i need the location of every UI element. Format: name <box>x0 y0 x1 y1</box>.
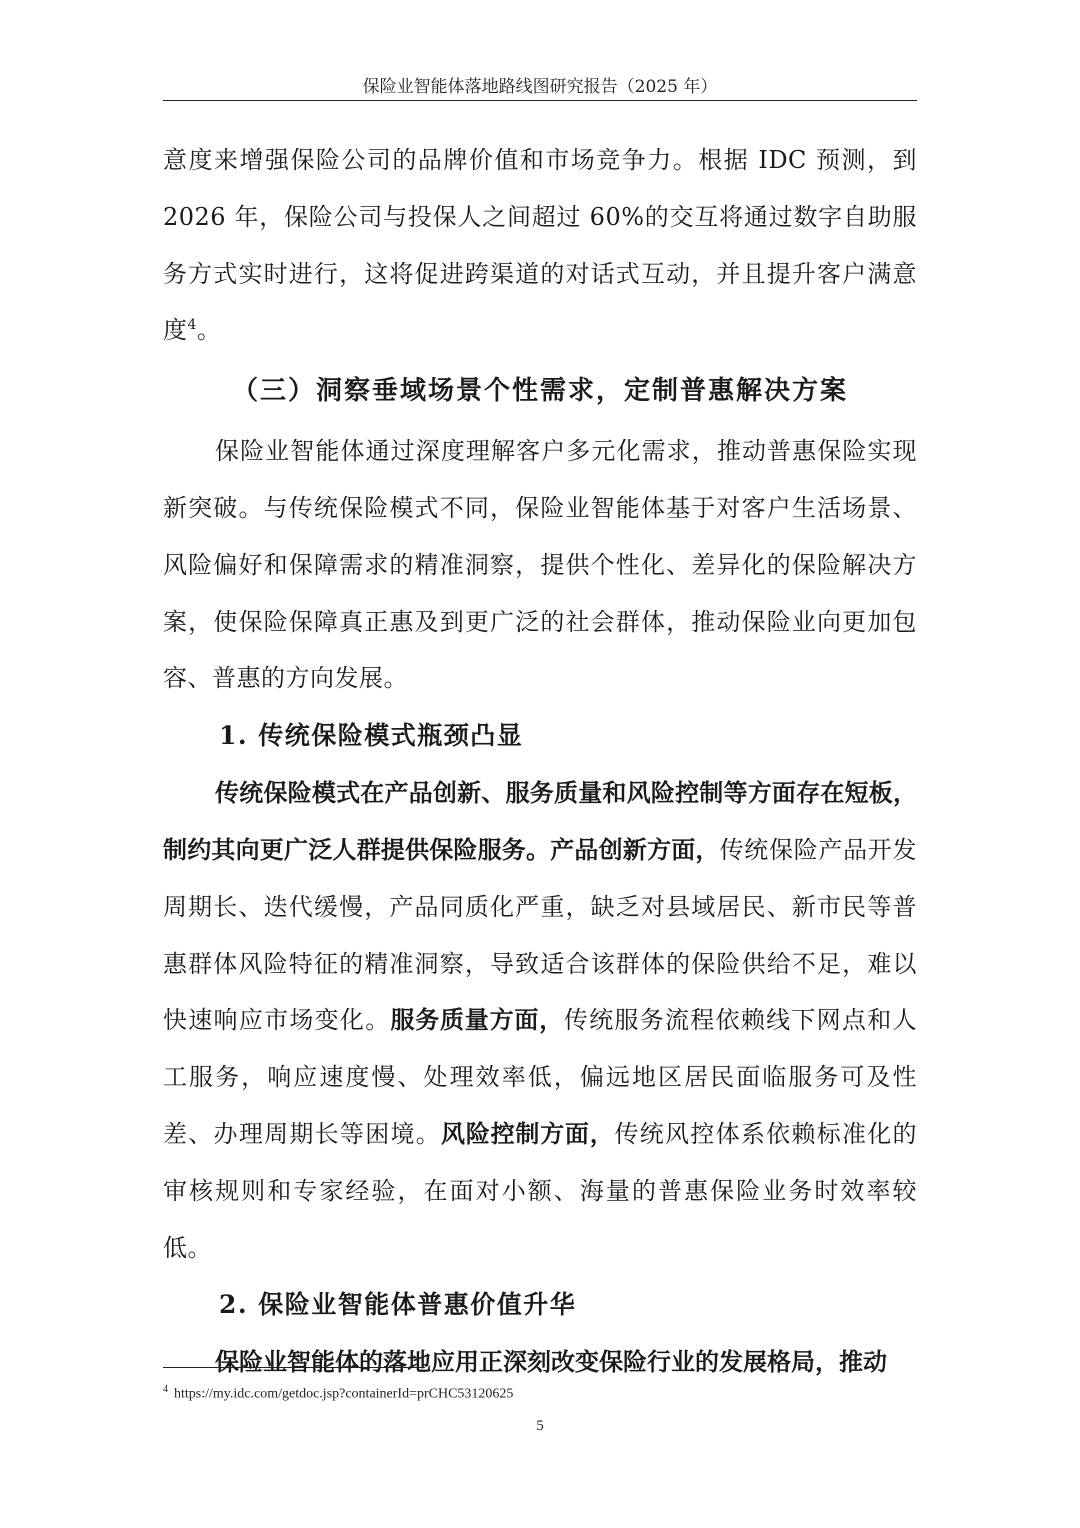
footnote-divider <box>163 1367 425 1368</box>
bold-topic-service: 服务质量方面， <box>390 1006 564 1035</box>
text-service: 传统服务流程依赖线下网点和人工服务，响应速度慢、处理效率低，偏远地区居民面临服务可及性差、办理周期长等困境。 <box>163 1006 918 1148</box>
paragraph-continued <box>163 132 917 359</box>
subsection-heading-2: 2. 保险业智能体普惠价值升华 <box>219 1290 577 1320</box>
footnote-mark: 4 <box>163 1384 168 1395</box>
paragraph-intro: 保险业智能体通过深度理解客户多元化需求，推动普惠保险实现新突破。与传统保险模式不同，保险业智能体基于对客户生活场景、风险偏好和保障需求的精准洞察，提供个性化、差异化的保险解决方案，使保险保障真正惠及到更广泛的社会群体，推动保险业向更加包容、普惠的方向发展。 <box>163 437 917 693</box>
footnote-reference[interactable]: 4 <box>187 317 197 334</box>
paragraph-bottlenecks <box>163 765 917 1276</box>
bold-topic-risk: 风险控制方面， <box>441 1119 615 1148</box>
footnote-link[interactable]: https://my.idc.com/getdoc.jsp?containerId=prCHC53120625 <box>174 1386 514 1402</box>
paragraph-text: 意度来增强保险公司的品牌价值和市场竞争力。根据 IDC 预测，到 2026 年，保险公司与投保人之间超过 60%的交互将通过数字自助服务方式实时进行，这将促进跨渠道的对话式互动，并且提升客户满意度 <box>163 146 917 345</box>
lead-bold-text: 传统保险模式在产品创新、服务质量和风险控制等方面存在短板，制约其向更广泛人群提供保险服务。 <box>163 779 917 864</box>
header-divider <box>163 100 917 101</box>
section-heading: （三）洞察垂域场景个性需求，定制普惠解决方案 <box>231 376 848 407</box>
running-header: 保险业智能体落地路线图研究报告（2025 年） <box>362 77 718 97</box>
page-number: 5 <box>536 1418 544 1434</box>
footnote <box>163 1380 513 1405</box>
paragraph-tail: 。 <box>196 316 222 345</box>
text-product: 传统保险产品开发周期长、迭代缓慢，产品同质化严重，缺乏对县域居民、新市民等普惠群体风险特征的精准洞察，导致适合该群体的保险供给不足，难以快速响应市场变化。 <box>163 835 918 1035</box>
subsection-heading-1: 1. 传统保险模式瓶颈凸显 <box>219 721 524 751</box>
page-body <box>163 132 917 1391</box>
lead-bold-text-2: 保险业智能体的落地应用正深刻改变保险行业的发展格局，推动 <box>215 1348 887 1377</box>
bold-topic-product: 产品创新方面， <box>550 835 720 864</box>
text-risk: 传统风控体系依赖标准化的审核规则和专家经验，在面对小额、海量的普惠保险业务时效率较低。 <box>163 1119 918 1262</box>
